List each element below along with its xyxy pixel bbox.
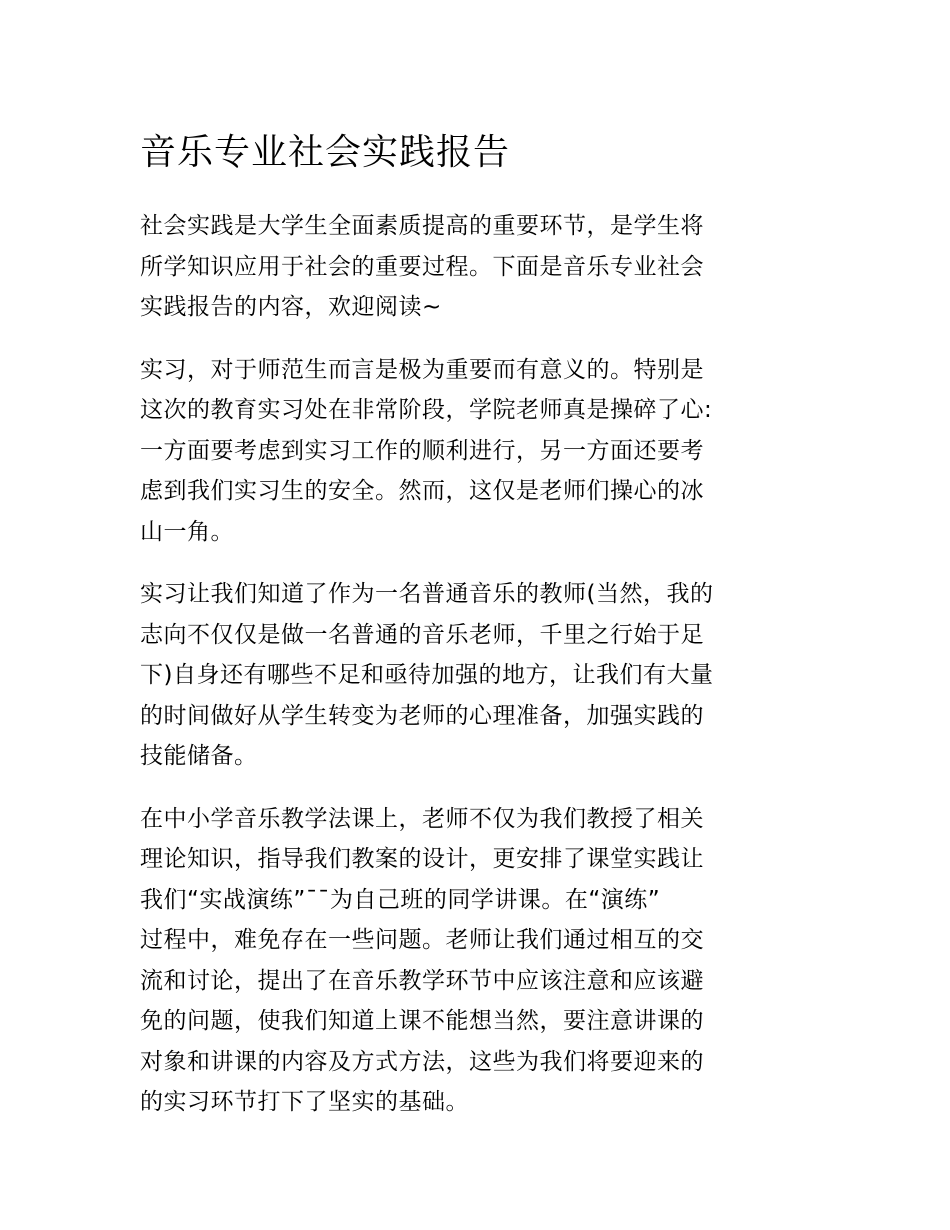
document-content xyxy=(140,128,805,1145)
paragraph-internship-importance xyxy=(140,350,805,553)
paragraph-line: 实习，对于师范生而言是极为重要而有意义的。特别是 xyxy=(140,356,704,383)
paragraph-line: 志向不仅仅是做一名普通的音乐老师，千里之行始于足 xyxy=(140,621,704,648)
paragraph-line: 对象和讲课的内容及方式方法，这些为我们将要迎来的 xyxy=(140,1048,704,1075)
paragraph-line: 山一角。 xyxy=(140,518,234,545)
paragraph-teacher-role xyxy=(140,574,805,777)
paragraph-line: 免的问题，使我们知道上课不能想当然，要注意讲课的 xyxy=(140,1008,704,1034)
paragraph-line: 社会实践是大学生全面素质提高的重要环节，是学生将 xyxy=(140,213,704,239)
paragraph-line: 一方面要考虑到实习工作的顺利进行，另一方面还要考 xyxy=(140,437,704,464)
paragraph-line: 实习让我们知道了作为一名普通音乐的教师(当然，我的 xyxy=(140,581,714,607)
paragraph-line: 虑到我们实习生的安全。然而，这仅是老师们操心的冰 xyxy=(140,478,704,504)
paragraph-line: 这次的教育实习处在非常阶段，学院老师真是操碎了心: xyxy=(140,397,713,423)
paragraph-teaching-method xyxy=(140,799,805,1123)
document-title: 音乐专业社会实践报告 xyxy=(140,132,511,173)
paragraph-line: 过程中，难免存在一些问题。老师让我们通过相互的交 xyxy=(140,927,704,953)
paragraph-line: 的实习环节打下了坚实的基础。 xyxy=(140,1089,469,1115)
paragraph-line: 实践报告的内容，欢迎阅读~ xyxy=(140,294,442,320)
paragraph-line: 技能储备。 xyxy=(140,743,258,769)
paragraph-line: 在中小学音乐教学法课上，老师不仅为我们教授了相关 xyxy=(140,805,704,832)
paragraph-line: 流和讨论，提出了在音乐教学环节中应该注意和应该避 xyxy=(140,967,704,994)
paragraph-intro xyxy=(140,206,805,328)
paragraph-line: 下)自身还有哪些不足和亟待加强的地方，让我们有大量 xyxy=(140,662,714,688)
paragraph-line: 的时间做好从学生转变为老师的心理准备，加强实践的 xyxy=(140,702,704,729)
paragraph-line: 我们“实战演练”¯¯为自己班的同学讲课。在“演练” xyxy=(140,886,661,913)
paragraph-line: 理论知识，指导我们教案的设计，更安排了课堂实践让 xyxy=(140,846,704,872)
paragraph-line: 所学知识应用于社会的重要过程。下面是音乐专业社会 xyxy=(140,253,704,280)
